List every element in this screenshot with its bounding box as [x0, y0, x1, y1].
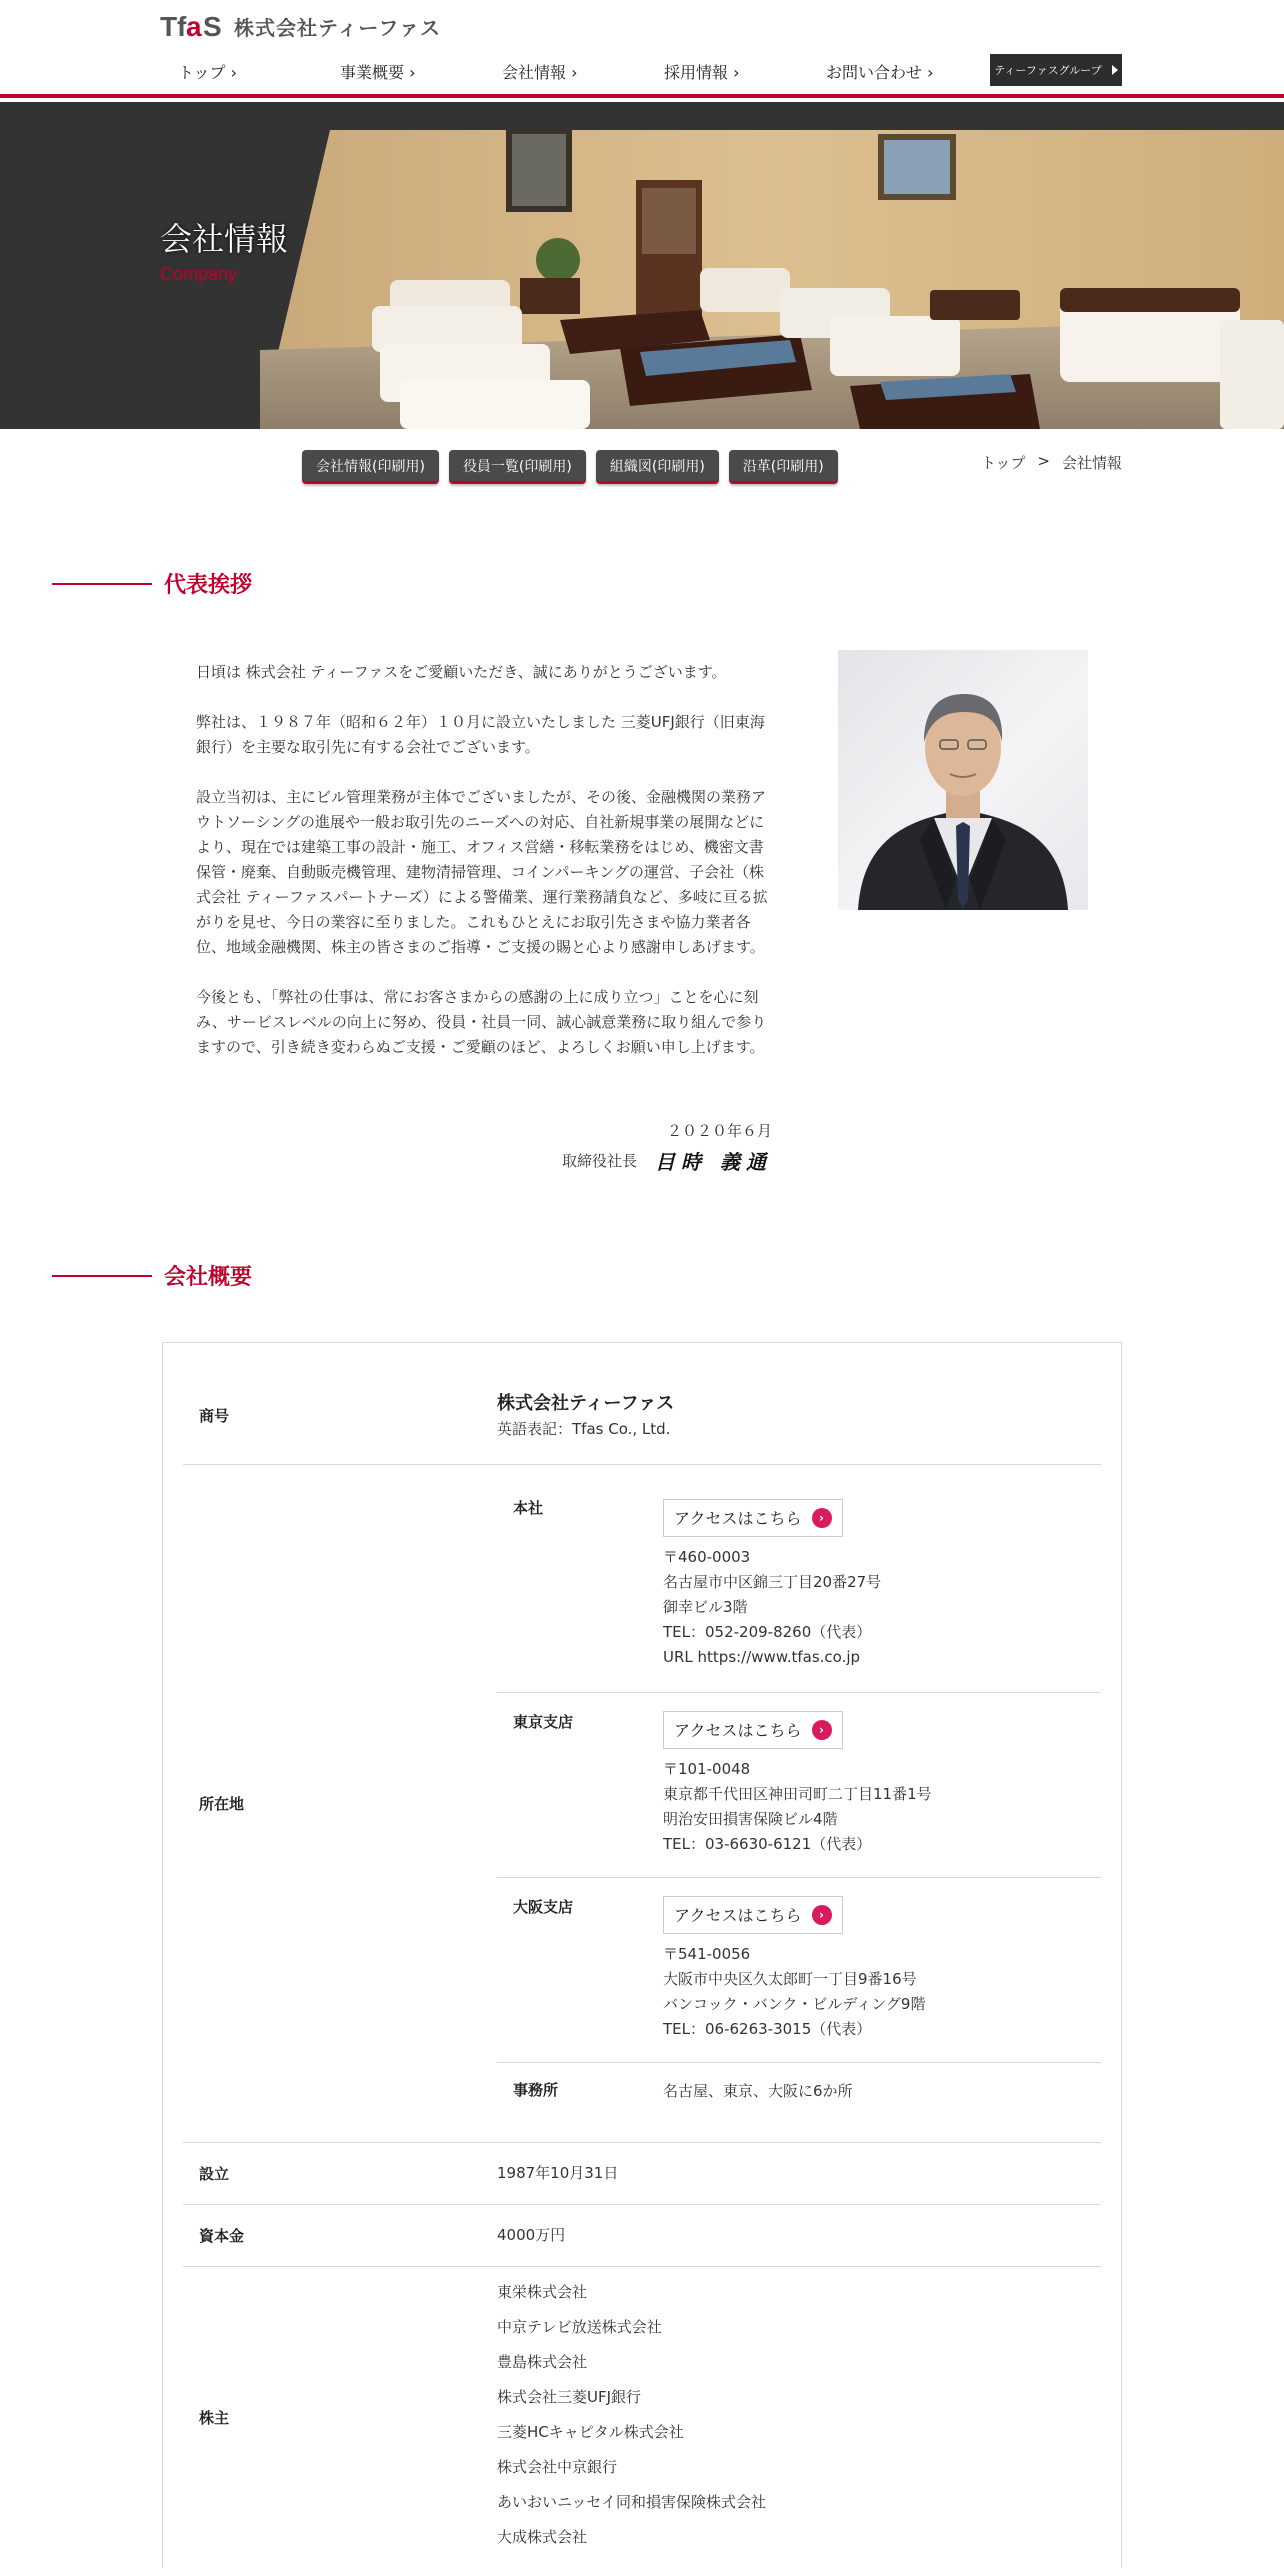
shareholder-list	[497, 2275, 766, 2555]
heading-rule	[52, 583, 152, 585]
svg-text:S: S	[203, 11, 222, 41]
group-link-button[interactable]	[990, 54, 1122, 86]
list-item: 株式会社中京銀行	[497, 2458, 618, 2476]
greeting-heading-text: 代表挨拶	[164, 573, 253, 598]
nav-item-top[interactable]: トップ ›	[178, 62, 238, 82]
greeting-paragraph: 設立当初は、主にビル管理業務が主体でございましたが、その後、金融機関の業務アウトソーシングの進展や一般お取引先のニーズへの対応、自社新規事業の展開などにより、現在では建築工事の設計・施工、オフィス営繕・移転業務をはじめ、機密文書保管・廃棄、自動販売機管理、建物清掃管理、コインパーキングの運営、子会社（株式会社 ティーファスパートナーズ）による警備業、運行業務請負など、多岐に亘る拡がりを見せ、今日の業容に至りました。これもひとえにお取引先さまや協力業者各位、地域金融機関、株主の皆さまのご指導・ご支援の賜と心より感謝申しあげます。	[196, 788, 768, 956]
hero-banner	[0, 102, 1284, 429]
access-button[interactable]	[663, 1896, 843, 1934]
capital-value: 4000万円	[497, 2226, 566, 2244]
chevron-right-icon: ›	[812, 1508, 832, 1528]
triangle-right-icon	[1112, 65, 1118, 75]
breadcrumb-current: 会社情報	[1061, 454, 1122, 472]
nav-item-business[interactable]: 事業概要 ›	[340, 62, 416, 82]
established-value: 1987年10月31日	[497, 2164, 619, 2182]
address-line: 御幸ビル3階	[663, 1598, 748, 1616]
president-portrait	[838, 650, 1088, 910]
address-line: 明治安田損害保険ビル4階	[663, 1810, 838, 1828]
phone-line: TEL：06-6263-3015（代表）	[663, 2020, 872, 2038]
table-row-location	[183, 1465, 1101, 2143]
shareholders-label: 株主	[199, 2409, 230, 2427]
president-title: 取締役社長	[562, 1152, 638, 1170]
office-row-osaka	[497, 1878, 1101, 2063]
svg-text:a: a	[186, 11, 202, 41]
branch-value: 名古屋、東京、大阪に6か所	[663, 2082, 853, 2100]
nav-item-contact[interactable]: お問い合わせ ›	[826, 62, 934, 82]
site-header	[0, 0, 1284, 98]
phone-line: TEL：03-6630-6121（代表）	[663, 1835, 872, 1853]
list-item: 大成株式会社	[497, 2528, 588, 2546]
breadcrumb	[981, 452, 1122, 473]
svg-text:T: T	[160, 11, 178, 41]
address-line: 名古屋市中区錦三丁目20番27号	[663, 1573, 882, 1591]
office-label: 大阪支店	[513, 1898, 574, 1916]
phone-line: TEL：052-209-8260（代表）	[663, 1623, 872, 1641]
access-button-label: アクセスはこちら	[674, 1508, 802, 1528]
url-line[interactable]: URL https://www.tfas.co.jp	[663, 1648, 861, 1666]
breadcrumb-home[interactable]: トップ	[980, 454, 1026, 472]
print-button-bar	[302, 450, 838, 484]
print-history-button[interactable]: 沿革(印刷用)	[729, 450, 838, 484]
page-subtitle: Company	[160, 264, 238, 284]
address-line: 東京都千代田区神田司町二丁目11番1号	[663, 1785, 932, 1803]
greeting-signoff	[196, 1146, 772, 1175]
global-nav	[160, 56, 1122, 86]
access-button-label: アクセスはこちら	[674, 1720, 802, 1740]
greeting-paragraph: 日頃は 株式会社 ティーファスをご愛顧いただき、誠にありがとうございます。	[196, 663, 727, 681]
greeting-paragraph: 今後とも、「弊社の仕事は、常にお客さまからの感謝の上に成り立つ」ことを心に刻み、サービスレベルの向上に努め、役員・社員一同、誠心誠意業務に取り組んで参りますので、引き続き変わらぬご支援・ご愛顧のほど、よろしくお願い申し上げます。	[196, 988, 767, 1056]
company-overview-table	[162, 1342, 1122, 2568]
address-line: 〒101-0048	[663, 1760, 751, 1778]
office-label: 東京支店	[513, 1713, 574, 1731]
trade-name-label: 商号	[199, 1407, 230, 1425]
greeting-date: ２０２０年６月	[666, 1122, 772, 1140]
site-logo[interactable]	[160, 10, 441, 42]
print-company-info-button[interactable]: 会社情報(印刷用)	[302, 450, 439, 484]
list-item: 豊島株式会社	[497, 2353, 588, 2371]
chevron-right-icon: ›	[812, 1905, 832, 1925]
greeting-paragraph: 弊社は、１９８７年（昭和６２年）１０月に設立いたしました 三菱UFJ銀行（旧東海銀行）を主要な取引先に有する会社でございます。	[196, 713, 765, 756]
branch-label: 事務所	[513, 2081, 559, 2099]
office-label: 本社	[513, 1499, 544, 1517]
table-row-trade-name	[183, 1365, 1101, 1465]
page-title: 会社情報	[160, 220, 289, 258]
greeting-heading	[52, 568, 252, 599]
address-line: 大阪市中央区久太郎町一丁目9番16号	[663, 1970, 917, 1988]
company-name: 株式会社ティーファス	[497, 1393, 675, 1414]
address-line: 〒460-0003	[663, 1548, 751, 1566]
company-english-name: 英語表記：Tfas Co., Ltd.	[497, 1420, 671, 1438]
print-org-chart-button[interactable]: 組織図(印刷用)	[596, 450, 719, 484]
address-line: バンコック・バンク・ビルディング9階	[663, 1995, 926, 2013]
table-row-established	[183, 2143, 1101, 2205]
office-row-head-office	[497, 1465, 1101, 1693]
chevron-right-icon: ›	[812, 1720, 832, 1740]
office-row-branches	[497, 2063, 1101, 2143]
tfas-logo-mark	[160, 11, 224, 41]
access-button-label: アクセスはこちら	[674, 1905, 802, 1925]
list-item: 三菱HCキャピタル株式会社	[497, 2423, 684, 2441]
nav-item-company[interactable]: 会社情報 ›	[502, 62, 578, 82]
list-item: 東栄株式会社	[497, 2283, 588, 2301]
table-row-capital	[183, 2205, 1101, 2267]
print-officers-button[interactable]: 役員一覧(印刷用)	[449, 450, 586, 484]
capital-label: 資本金	[199, 2227, 245, 2245]
location-label: 所在地	[199, 1795, 245, 1813]
president-signature: 目時 義通	[655, 1150, 772, 1174]
access-button[interactable]	[663, 1499, 843, 1537]
heading-rule	[52, 1275, 152, 1277]
greeting-message	[196, 660, 776, 1085]
logo-company-name: 株式会社ティーファス	[234, 15, 441, 40]
svg-text:f: f	[177, 11, 187, 41]
nav-item-recruit[interactable]: 採用情報 ›	[664, 62, 740, 82]
address-line: 〒541-0056	[663, 1945, 751, 1963]
list-item: 中京テレビ放送株式会社	[497, 2318, 662, 2336]
overview-heading-text: 会社概要	[164, 1265, 253, 1290]
table-row-shareholders	[183, 2267, 1101, 2568]
established-label: 設立	[199, 2165, 230, 2183]
overview-heading	[52, 1260, 252, 1291]
breadcrumb-separator: >	[1037, 452, 1050, 470]
office-row-tokyo	[497, 1693, 1101, 1878]
list-item: 株式会社三菱UFJ銀行	[497, 2388, 642, 2406]
access-button[interactable]	[663, 1711, 843, 1749]
list-item: あいおいニッセイ同和損害保険株式会社	[497, 2493, 766, 2511]
group-link-label: ティーファスグループ	[994, 64, 1102, 77]
